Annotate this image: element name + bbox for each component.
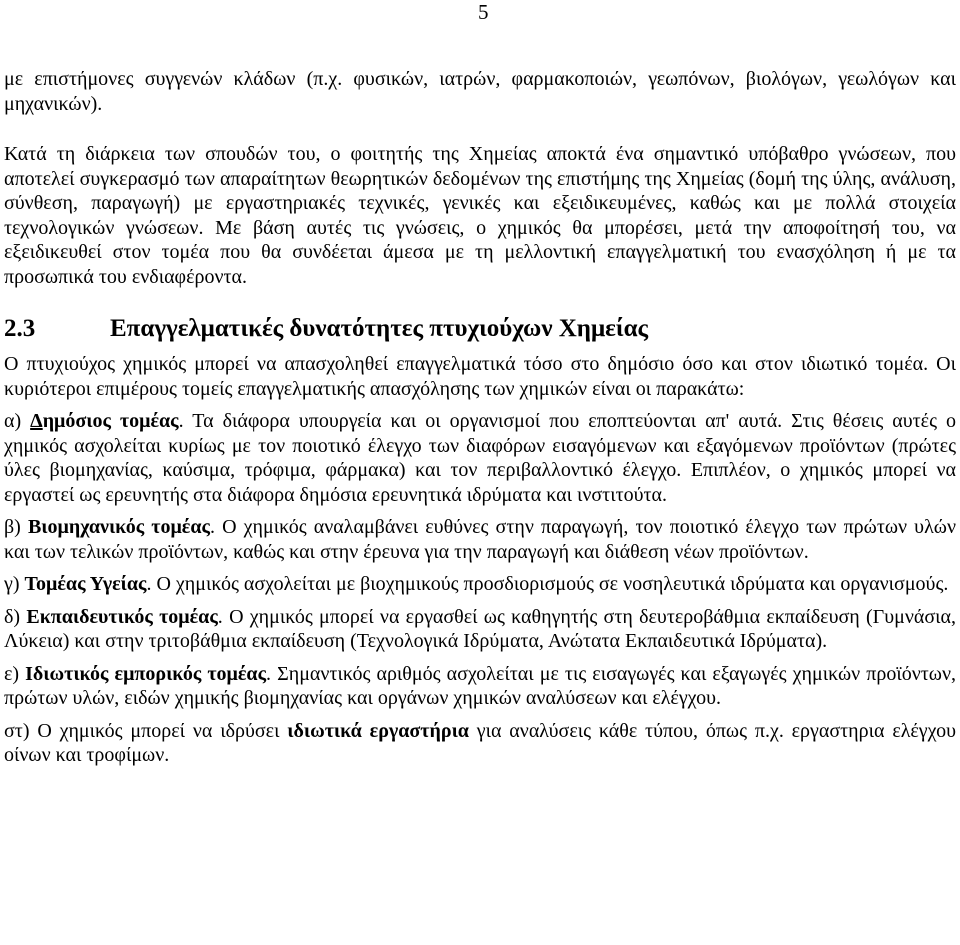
item-heading-punct: . — [146, 573, 152, 595]
list-item-education-sector — [4, 605, 956, 654]
item-text: για αναλύσεις κάθε τύπου, όπως π.χ. εργαστηρια ελέγχου οίνων και τροφίμων. — [4, 719, 956, 766]
item-heading-punct: . — [178, 410, 184, 432]
item-prefix: β) — [4, 516, 28, 538]
item-heading: Τομέας Υγείας — [24, 573, 147, 595]
item-prefix: α) — [4, 410, 31, 432]
item-heading: ιδιωτικά εργαστήρια — [287, 719, 469, 742]
item-text: Σημαντικός αριθμός ασχολείται με τις εισαγωγές και εξαγωγές χημικών προϊόντων, πρώτων υλών, ειδών χημικής βιομηχανίας και οργάνων χημικών αναλύσεων και ελέγχου. — [4, 662, 957, 709]
section-intro-paragraph: Ο πτυχιούχος χημικός μπορεί να απασχοληθεί επαγγελματικά τόσο στο δημόσιο όσο και στον ιδιωτικό τομέα. Οι κυριότεροι επιμέρους τομείς επαγγελματικής απασχόλησης των χημικών είναι οι παρακάτω: — [4, 353, 956, 400]
item-heading-punct: . — [266, 662, 272, 685]
list-item-private-commercial-sector — [4, 662, 956, 711]
section-title: Επαγγελματικές δυνατότητες πτυχιούχων Χημείας — [110, 315, 649, 342]
intro-continuation-paragraph: με επιστήμονες συγγενών κλάδων (π.χ. φυσικών, ιατρών, φαρμακοποιών, γεωπόνων, βιολόγων, γεωλόγων και μηχανικών). — [4, 68, 956, 115]
list-item-public-sector — [4, 409, 956, 507]
item-text: Ο χημικός ασχολείται με βιοχημικούς προσδιορισμούς σε νοσηλευτικά ιδρύματα και οργανισμούς. — [151, 573, 949, 595]
section-heading — [4, 314, 956, 344]
item-heading: Εκπαιδευτικός τομέας — [26, 605, 218, 628]
item-heading-underlined: Δ — [30, 410, 43, 432]
item-heading: Βιομηχανικός τομέας — [27, 516, 210, 538]
item-prefix: γ) — [4, 573, 25, 595]
item-prefix: στ) Ο χημικός μπορεί να ιδρύσει — [4, 719, 288, 742]
section-number: 2.3 — [4, 315, 36, 342]
list-item-industrial-sector — [4, 515, 956, 564]
body-paragraph: Κατά τη διάρκεια των σπουδών του, ο φοιτητής της Χημείας αποκτά ένα σημαντικό υπόβαθρο γνώσεων, που αποτελεί συγκερασμό των απαραίτητων θεωρητικών δεδομένων της επιστήμης της Χημείας (δομή της ύλης, ανάλυση, σύνθεση, παραγωγή) με εργαστηριακές τεχνικές, γενικές και εξειδικευμένες, καθώς και με πολλά στοιχεία τεχνολογικών γνώσεων. Με βάση αυτές τις γνώσεις, ο χημικός θα μπορέσει, μετά την αποφοίτησή του, να εξειδικευθεί στον τομέα που θα συνδέεται άμεσα με τη μελλοντική επαγγελματική του ενασχόληση ή με τα προσωπικά του ενδιαφέροντα. — [4, 143, 956, 288]
item-heading: Ιδιωτικός εμπορικός τομέας — [25, 662, 267, 685]
item-text: Τα διάφορα υπουργεία και οι οργανισμοί που εποπτεύονται απ' αυτά. Στις θέσεις αυτές ο χημικός ασχολείται κυρίως με τον ποιοτικό έλεγχο των διαφόρων εισαγόμενων και εξαγόμενων προϊόντων (πρώτες ύλες βιομηχανίας, καύσιμα, τρόφιμα, φάρμακα) και τον περιβαλλοντικό έλεγχο. Επιπλέον, ο χημικός μπορεί να εργαστεί ως ερευνητής στα διάφορα δημόσια ερευνητικά ιδρύματα και ινστιτούτα. — [4, 410, 956, 506]
item-heading — [30, 410, 178, 432]
item-heading-punct: . — [217, 605, 223, 628]
page-number: 5 — [478, 0, 489, 24]
list-item-health-sector — [4, 572, 956, 597]
list-item-private-labs — [4, 719, 956, 768]
item-heading-rest: ημόσιος τομέας — [42, 410, 179, 432]
page-content — [4, 67, 956, 776]
item-text: Ο χημικός αναλαμβάνει ευθύνες στην παραγωγή, τον ποιοτικό έλεγχο των πρώτων υλών και των τελικών προϊόντων, καθώς και στην έρευνα για την παραγωγή και διάθεση νέων προϊόντων. — [4, 516, 956, 563]
item-text: Ο χημικός μπορεί να εργασθεί ως καθηγητής στη δευτεροβάθμια εκπαίδευση (Γυμνάσια, Λύκεια) και στην τριτοβάθμια εκπαίδευση (Τεχνολογικά Ιδρύματα, Ανώτατα Εκπαιδευτικά Ιδρύματα). — [4, 605, 956, 652]
item-heading-punct: . — [209, 516, 215, 538]
item-prefix: δ) — [4, 605, 27, 628]
item-prefix: ε) — [4, 662, 26, 685]
